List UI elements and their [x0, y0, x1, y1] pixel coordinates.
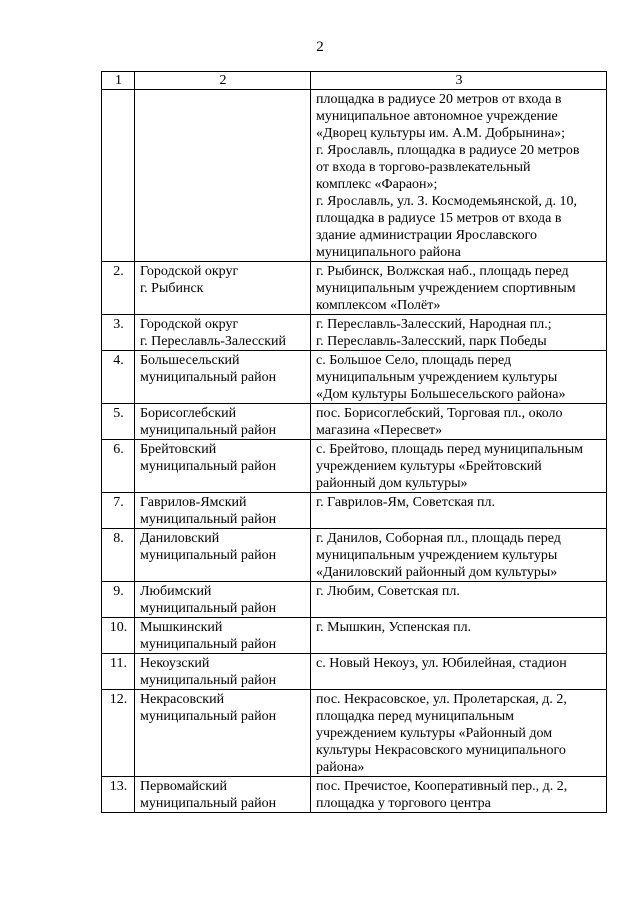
municipality-name-line: муниципальный район: [140, 637, 277, 652]
location-line: «Дворец культуры им. А.М. Добрынина»;: [316, 126, 566, 141]
location-line: комплекс «Фараон»;: [316, 177, 438, 192]
municipality-name: [135, 493, 311, 529]
table-row: [102, 582, 607, 618]
row-number: 7.: [102, 493, 135, 529]
location-line: культуры Некрасовского муниципального: [316, 743, 566, 758]
location-line: с. Новый Некоуз, ул. Юбилейная, стадион: [316, 656, 567, 671]
header-cell-2: 2: [135, 72, 311, 90]
municipality-name-line: Некрасовский: [140, 692, 225, 707]
location-line: учреждением культуры «Брейтовский: [316, 459, 542, 474]
header-row: [102, 72, 607, 90]
location-description: [311, 351, 607, 404]
table-row: [102, 654, 607, 690]
municipality-name: [135, 529, 311, 582]
municipality-name: [135, 690, 311, 777]
municipality-name-line: Некоузский: [140, 656, 210, 671]
page-number: 2: [316, 39, 324, 55]
locations-table: [101, 71, 607, 813]
municipality-name-line: Борисоглебский: [140, 406, 237, 421]
municipality-name: [135, 582, 311, 618]
municipality-name: [135, 404, 311, 440]
table-row: [102, 529, 607, 582]
location-line: здание администрации Ярославского: [316, 228, 538, 243]
row-number: 9.: [102, 582, 135, 618]
row-number: 10.: [102, 618, 135, 654]
municipality-name: [135, 654, 311, 690]
header-cell-1: 1: [102, 72, 135, 90]
municipality-name-line: муниципальный район: [140, 459, 277, 474]
municipality-name-line: муниципальный район: [140, 796, 277, 811]
location-line: районный дом культуры»: [316, 476, 468, 491]
header-cell-3: 3: [311, 72, 607, 90]
municipality-name-line: Первомайский: [140, 779, 228, 794]
location-line: г. Любим, Советская пл.: [316, 584, 460, 599]
municipality-name-line: муниципальный район: [140, 548, 277, 563]
location-description: [311, 404, 607, 440]
location-line: площадка в радиусе 15 метров от входа в: [316, 211, 562, 226]
location-line: г. Переславль-Залесский, парк Победы: [316, 334, 547, 349]
municipality-name: [135, 777, 311, 813]
municipality-name: [135, 351, 311, 404]
table-row: [102, 440, 607, 493]
location-description: [311, 690, 607, 777]
location-line: г. Данилов, Соборная пл., площадь перед: [316, 531, 561, 546]
location-description: [311, 654, 607, 690]
location-line: с. Брейтово, площадь перед муниципальным: [316, 442, 584, 457]
table-row: [102, 90, 607, 262]
table-row: [102, 493, 607, 529]
municipality-name-line: г. Переславль-Залесский: [140, 334, 287, 349]
location-line: муниципальным учреждением спортивным: [316, 281, 576, 296]
location-line: муниципальным учреждением культуры: [316, 548, 558, 563]
municipality-name-line: Даниловский: [140, 531, 220, 546]
location-line: муниципальное автономное учреждение: [316, 109, 558, 124]
location-line: от входа в торгово-развлекательный: [316, 160, 531, 175]
row-number: 11.: [102, 654, 135, 690]
municipality-name-line: г. Рыбинск: [140, 281, 204, 296]
location-description: [311, 440, 607, 493]
municipality-name-line: Городской округ: [140, 264, 239, 279]
location-line: г. Ярославль, ул. З. Космодемьянской, д. 10,: [316, 194, 578, 209]
location-description: [311, 493, 607, 529]
municipality-name-line: муниципальный район: [140, 673, 277, 688]
location-line: площадка перед муниципальным: [316, 709, 515, 724]
location-line: г. Переславль-Залесский, Народная пл.;: [316, 317, 552, 332]
table-row: [102, 404, 607, 440]
location-description: [311, 315, 607, 351]
location-line: «Дом культуры Большесельского района»: [316, 387, 566, 402]
municipality-name: [135, 618, 311, 654]
municipality-name-line: муниципальный район: [140, 601, 277, 616]
location-description: [311, 777, 607, 813]
location-line: муниципальным учреждением культуры: [316, 370, 558, 385]
location-line: с. Большое Село, площадь перед: [316, 353, 512, 368]
table-row: [102, 351, 607, 404]
row-number: 8.: [102, 529, 135, 582]
location-line: площадка у торгового центра: [316, 796, 491, 811]
location-description: [311, 582, 607, 618]
location-line: «Даниловский районный дом культуры»: [316, 565, 558, 580]
municipality-name: [135, 440, 311, 493]
location-line: пос. Борисоглебский, Торговая пл., около: [316, 406, 563, 421]
table-row: [102, 690, 607, 777]
row-number: 5.: [102, 404, 135, 440]
location-line: площадка в радиусе 20 метров от входа в: [316, 92, 562, 107]
municipality-name-line: муниципальный район: [140, 423, 277, 438]
municipality-name-line: Городской округ: [140, 317, 239, 332]
municipality-name: [135, 262, 311, 315]
location-line: магазина «Пересвет»: [316, 423, 443, 438]
row-number: 13.: [102, 777, 135, 813]
location-line: г. Ярославль, площадка в радиусе 20 метров: [316, 143, 580, 158]
municipality-name-line: муниципальный район: [140, 709, 277, 724]
municipality-name: [135, 315, 311, 351]
location-line: г. Гаврилов-Ям, Советская пл.: [316, 495, 495, 510]
row-number: 3.: [102, 315, 135, 351]
municipality-name-line: муниципальный район: [140, 512, 277, 527]
table-row: [102, 262, 607, 315]
location-line: муниципального района: [316, 245, 461, 260]
table-row: [102, 777, 607, 813]
location-description: [311, 90, 607, 262]
location-line: пос. Некрасовское, ул. Пролетарская, д. 2,: [316, 692, 567, 707]
municipality-name-line: Брейтовский: [140, 442, 217, 457]
location-line: пос. Пречистое, Кооперативный пер., д. 2,: [316, 779, 568, 794]
table-row: [102, 315, 607, 351]
municipality-name-line: Гаврилов-Ямский: [140, 495, 247, 510]
location-description: [311, 262, 607, 315]
location-line: района»: [316, 760, 365, 775]
row-number: [102, 90, 135, 262]
municipality-name-line: муниципальный район: [140, 370, 277, 385]
row-number: 6.: [102, 440, 135, 493]
location-line: учреждением культуры «Районный дом: [316, 726, 553, 741]
location-line: комплексом «Полёт»: [316, 298, 441, 313]
location-description: [311, 618, 607, 654]
row-number: 4.: [102, 351, 135, 404]
location-line: г. Мышкин, Успенская пл.: [316, 620, 472, 635]
row-number: 12.: [102, 690, 135, 777]
table-row: [102, 618, 607, 654]
municipality-name-line: Любимский: [140, 584, 212, 599]
municipality-name-line: Мышкинский: [140, 620, 223, 635]
location-description: [311, 529, 607, 582]
municipality-name: [135, 90, 311, 262]
municipality-name-line: Большесельский: [140, 353, 240, 368]
location-line: г. Рыбинск, Волжская наб., площадь перед: [316, 264, 569, 279]
row-number: 2.: [102, 262, 135, 315]
